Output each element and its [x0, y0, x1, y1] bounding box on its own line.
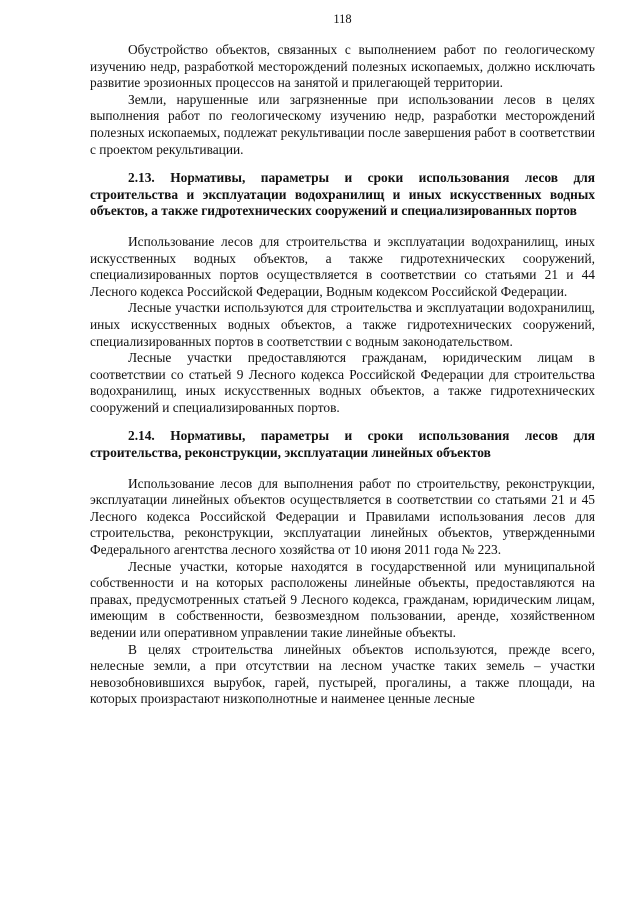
paragraph-construction-priority: В целях строительства линейных объектов используются, прежде всего, нелесные земли, а при отсутствии на лесном участке таких земель – участки невозобновившихся вырубок, гарей, пустырей, прогалины, а также площади, на которых произрастают низкополнотные и наименее ценные лесные [90, 641, 595, 707]
paragraph-mining-facilities: Обустройство объектов, связанных с выполнением работ по геологическому изучению недр, разработкой месторождений полезных ископаемых, должно исключать развитие эрозионных процессов на занятой и прилегающей территории. [90, 42, 595, 91]
paragraph-water-legislation: Лесные участки используются для строительства и эксплуатации водохранилищ, иных искусственных водных объектов, а также гидротехнических сооружений, специализированных портов в соответствии с водным законодательством. [90, 300, 595, 349]
document-body [90, 42, 595, 708]
paragraph-linear-objects-use: Использование лесов для выполнения работ по строительству, реконструкции, эксплуатации линейных объектов осуществляется в соответствии со статьями 21 и 45 Лесного кодекса Российской Федерации и Правилами использования лесов для строительства, реконструкции, эксплуатации линейных объектов, утвержденными Федерального агентства лесного хозяйства от 10 июня 2011 года № 223. [90, 475, 595, 558]
section-heading-2-14: 2.14. Нормативы, параметры и сроки использования лесов для строительства, реконструкции, эксплуатации линейных объектов [90, 428, 595, 461]
section-heading-2-13: 2.13. Нормативы, параметры и сроки использования лесов для строительства и эксплуатации водохранилищ и иных искусственных водных объектов, а также гидротехнических сооружений и специализированных портов [90, 170, 595, 219]
paragraph-land-reclamation: Земли, нарушенные или загрязненные при использовании лесов в целях выполнения работ по геологическому изучению недр, разработки месторождений полезных ископаемых, подлежат рекультивации после завершения работ в соответствии с проектом рекультивации. [90, 91, 595, 157]
paragraph-linear-objects-rights: Лесные участки, которые находятся в государственной или муниципальной собственности и на которых расположены линейные объекты, предоставляются на правах, предусмотренных статьей 9 Лесного кодекса, гражданам, юридическим лицам, имеющим в собственности, безвозмездном пользовании, аренде, хозяйственном ведении или оперативном управлении такие линейные объекты. [90, 558, 595, 640]
page-number: 118 [333, 12, 352, 26]
paragraph-plots-provision: Лесные участки предоставляются гражданам, юридическим лицам в соответствии со статьей 9 Лесного кодекса Российской Федерации для строительства водохранилищ, иных искусственных водных объектов, а также гидротехнических сооружений и специализированных портов. [90, 350, 595, 415]
paragraph-reservoir-use: Использование лесов для строительства и эксплуатации водохранилищ, иных искусственных водных объектов, а также гидротехнических сооружений, специализированных портов осуществляется в соответствии со статьями 21 и 44 Лесного кодекса Российской Федерации, Водным кодексом Российской Федерации. [90, 233, 595, 299]
